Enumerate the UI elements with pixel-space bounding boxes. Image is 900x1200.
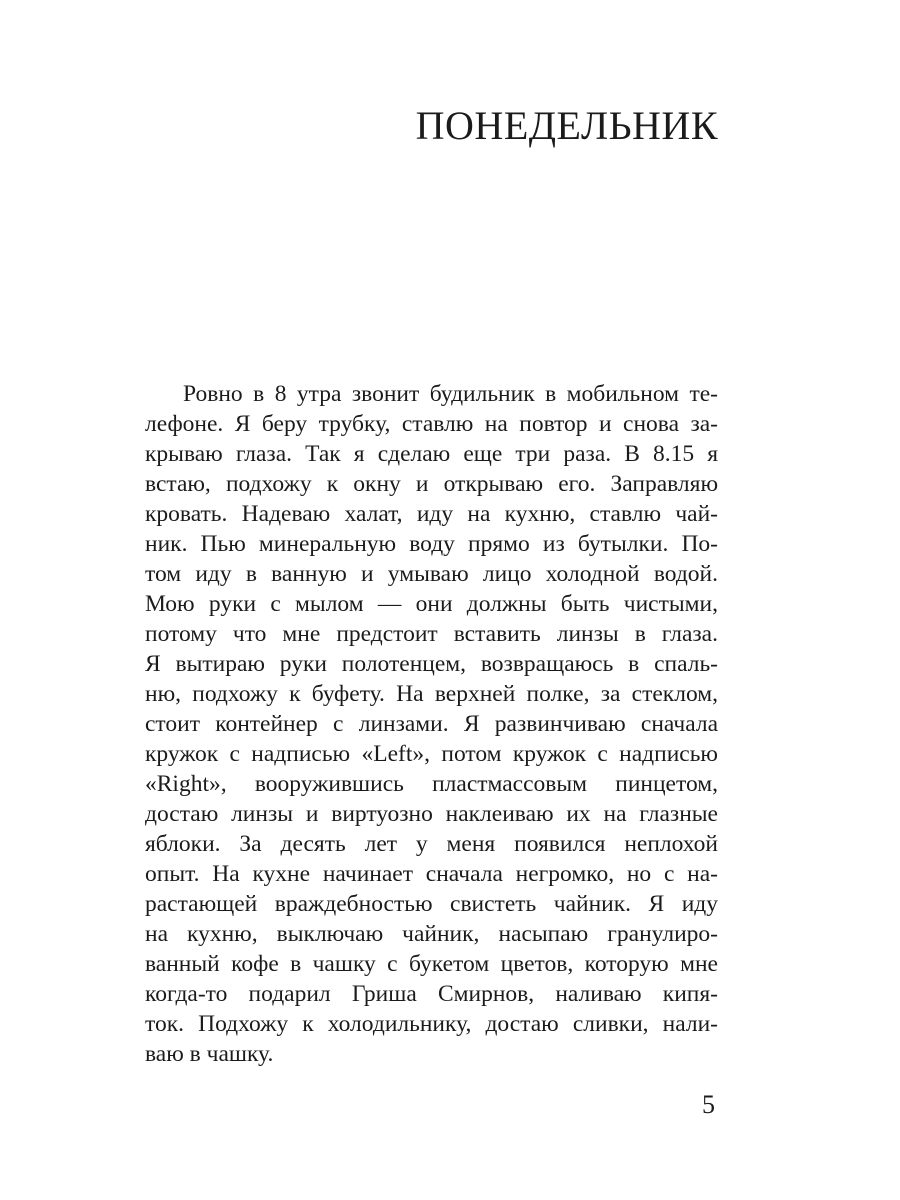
page-number: 5 (702, 1090, 715, 1119)
body-line: встаю, подхожу к окну и открываю его. Заправляю (145, 471, 718, 497)
body-line: опыт. На кухне начинает сначала негромко, но с на- (145, 861, 718, 887)
body-line: кровать. Надеваю халат, иду на кухню, ставлю чай- (145, 501, 718, 527)
body-line: Ровно в 8 утра звонит будильник в мобильном те- (183, 381, 718, 407)
body-line: лефоне. Я беру трубку, ставлю на повтор и снова за- (145, 411, 718, 437)
body-line: Мою руки с мылом — они должны быть чистыми, (145, 591, 718, 617)
body-line: ванный кофе в чашку с букетом цветов, которую мне (145, 951, 718, 977)
body-line: «Right», вооружившись пластмассовым пинцетом, (145, 771, 718, 797)
body-line: Я вытираю руки полотенцем, возвращаюсь в спаль- (145, 651, 718, 677)
body-line: крываю глаза. Так я сделаю еще три раза. В 8.15 я (145, 441, 718, 467)
body-line: ваю в чашку. (145, 1041, 274, 1067)
body-line: растающей враждебностью свистеть чайник. Я иду (145, 891, 718, 917)
body-line: достаю линзы и виртуозно наклеиваю их на глазные (145, 801, 718, 827)
body-line: ню, подхожу к буфету. На верхней полке, за стеклом, (145, 681, 718, 707)
body-line: том иду в ванную и умываю лицо холодной водой. (145, 561, 718, 587)
body-line: когда-то подарил Гриша Смирнов, наливаю кипя- (145, 981, 718, 1007)
body-line: ник. Пью минеральную воду прямо из бутылки. По- (145, 531, 718, 557)
body-line: потому что мне предстоит вставить линзы в глаза. (145, 621, 718, 647)
body-line: на кухню, выключаю чайник, насыпаю гранулиро- (145, 921, 718, 947)
chapter-title: ПОНЕДЕЛЬНИК (415, 103, 718, 148)
body-line: стоит контейнер с линзами. Я развинчиваю сначала (145, 711, 718, 737)
body-line: ток. Подхожу к холодильнику, достаю сливки, нали- (145, 1011, 718, 1037)
body-line: яблоки. За десять лет у меня появился неплохой (145, 831, 718, 857)
body-text (145, 379, 718, 1069)
body-line: кружок с надписью «Left», потом кружок с надписью (145, 741, 718, 767)
